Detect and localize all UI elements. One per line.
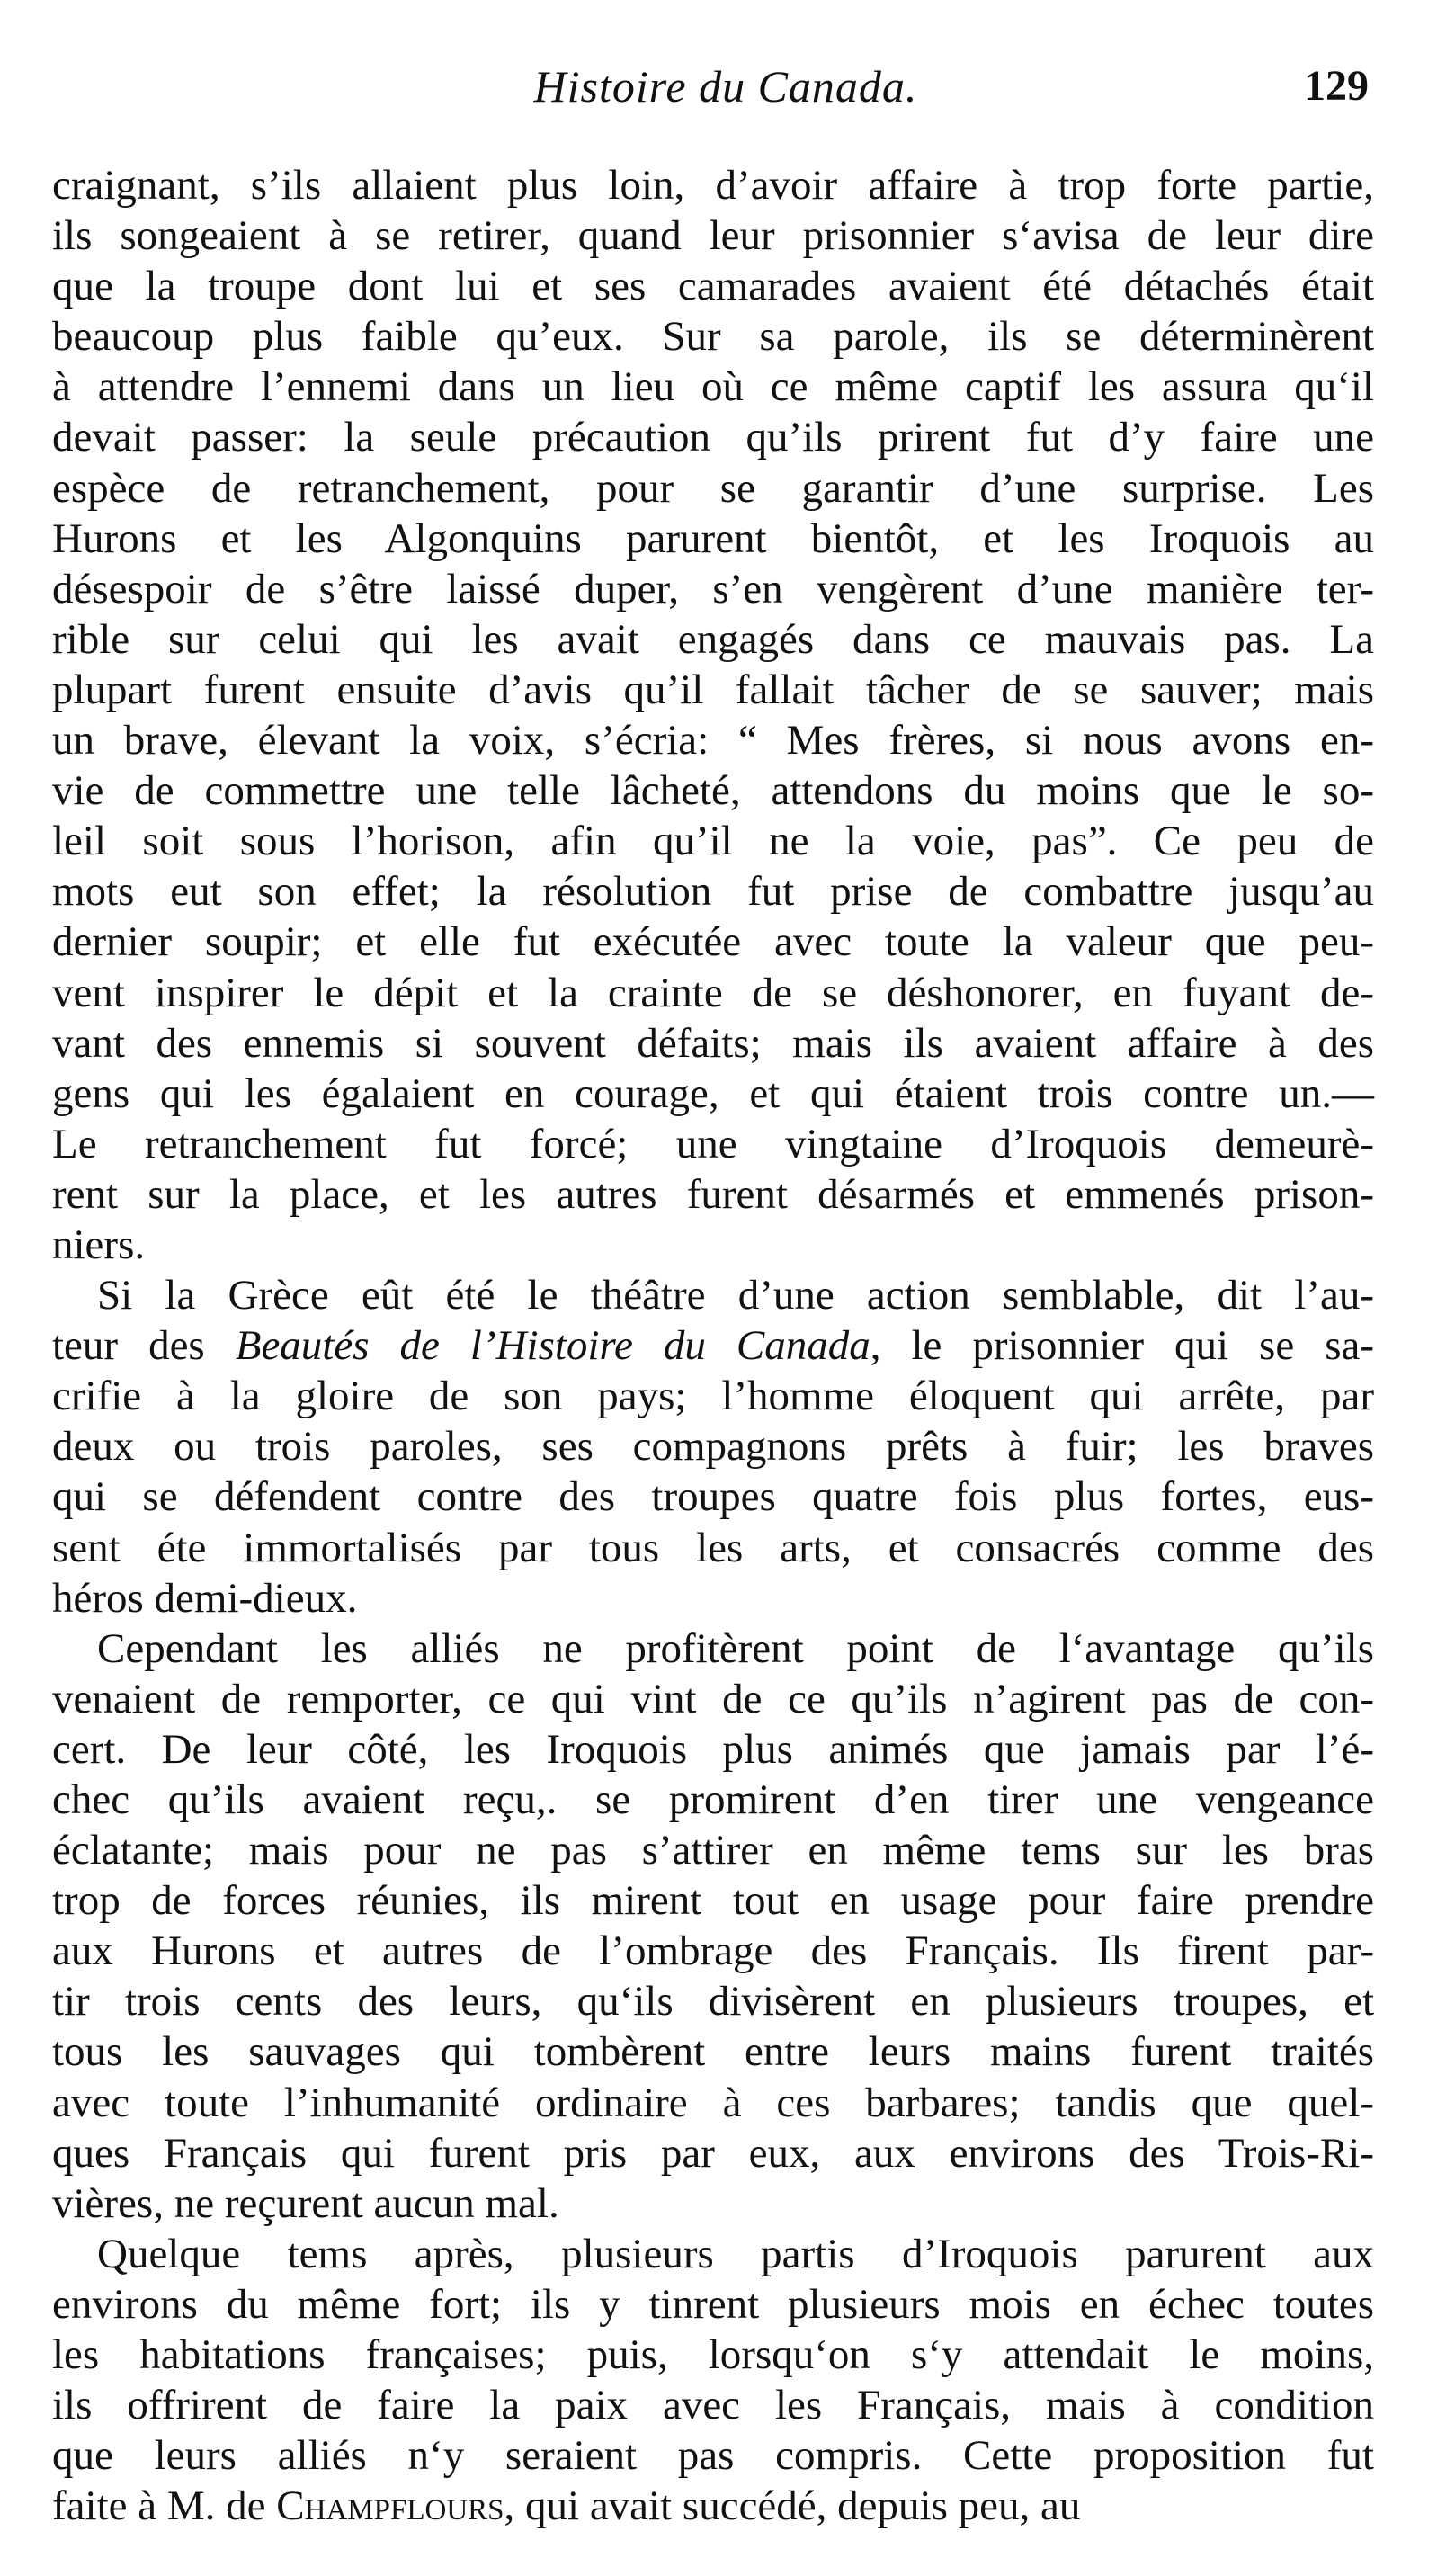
page-number: 129 — [1304, 62, 1369, 110]
text-line: à attendre l’ennemi dans un lieu où ce même captif les assura qu‘il — [52, 363, 1374, 411]
text-line: ils songeaient à se retirer, quand leur prisonnier s‘avisa de leur dire — [52, 212, 1374, 260]
text-line: vent inspirer le dépit et la crainte de se déshonorer, en fuyant de- — [52, 969, 1374, 1016]
text-line: trop de forces réunies, ils mirent tout en usage pour faire prendre — [52, 1877, 1374, 1925]
running-title: Histoire du Canada. — [533, 61, 918, 112]
text-line: Quelque tems après, plusieurs partis d’Iroquois parurent aux — [97, 2230, 1374, 2277]
paragraph — [52, 160, 1374, 1270]
text-line: Le retranchement fut forcé; une vingtaine d’Iroquois demeurè- — [52, 1120, 1374, 1167]
text-line: cert. De leur côté, les Iroquois plus animés que jamais par l’é- — [52, 1725, 1374, 1773]
text-line: vières, ne reçurent aucun mal. — [52, 2179, 559, 2227]
text-line: chec qu’ils avaient reçu,. se promirent d’en tirer une vengeance — [52, 1776, 1374, 1823]
text-line: espèce de retranchement, pour se garantir d’une surprise. Les — [52, 464, 1374, 512]
text-line: craignant, s’ils allaient plus loin, d’avoir affaire à trop forte partie, — [52, 162, 1374, 209]
text-line: mots eut son effet; la résolution fut prise de combattre jusqu’au — [52, 868, 1374, 916]
text-line: Si la Grèce eût été le théâtre d’une action semblable, dit l’au- — [97, 1272, 1374, 1319]
text-line: que leurs alliés n‘y seraient pas compris. Cette proposition fut — [52, 2432, 1374, 2480]
text-line: vie de commettre une telle lâcheté, attendons du moins que le so- — [52, 767, 1374, 815]
text-line: Hurons et les Algonquins parurent bientôt, et les Iroquois au — [52, 514, 1374, 562]
text-line: tir trois cents des leurs, qu‘ils divisèrent en plusieurs troupes, et — [52, 1978, 1374, 2026]
text-line: beaucoup plus faible qu’eux. Sur sa parole, ils se déterminèrent — [52, 313, 1374, 361]
text-line: les habitations françaises; puis, lorsqu‘on s‘y attendait le moins, — [52, 2331, 1374, 2379]
text-line: venaient de remporter, ce qui vint de ce qu’ils n’agirent pas de con- — [52, 1675, 1374, 1722]
text-line: aux Hurons et autres de l’ombrage des Français. Ils firent par- — [52, 1928, 1374, 1975]
text-line: rent sur la place, et les autres furent désarmés et emmenés prison- — [52, 1170, 1374, 1218]
text-line: vant des ennemis si souvent défaits; mais ils avaient affaire à des — [52, 1019, 1374, 1067]
small-caps-name: Champflours — [276, 2482, 504, 2530]
running-head — [83, 59, 1369, 122]
text-line: crifie à la gloire de son pays; l’homme éloquent qui arrête, par — [52, 1373, 1374, 1420]
text-line: héros demi-dieux. — [52, 1574, 358, 1622]
text-line: gens qui les égalaient en courage, et qui étaient trois contre un.— — [52, 1069, 1374, 1117]
text-line: devait passer: la seule précaution qu’ils prirent fut d’y faire une — [52, 414, 1374, 461]
text-line: tous les sauvages qui tombèrent entre leurs mains furent traités — [52, 2028, 1374, 2076]
text-line: rible sur celui qui les avait engagés dans ce mauvais pas. La — [52, 615, 1374, 663]
text-line: teur des Beautés de l’Histoire du Canada, le prisonnier qui se sa- — [52, 1322, 1374, 1370]
paragraph — [52, 2229, 1374, 2532]
text-line: dernier soupir; et elle fut exécutée avec toute la valeur que peu- — [52, 918, 1374, 966]
text-line: ques Français qui furent pris par eux, aux environs des Trois-Ri- — [52, 2129, 1374, 2177]
text-line: environs du même fort; ils y tinrent plusieurs mois en échec toutes — [52, 2280, 1374, 2328]
body-text — [52, 160, 1374, 2531]
text-line: qui se défendent contre des troupes quatre fois plus fortes, eus- — [52, 1473, 1374, 1521]
text-line: avec toute l’inhumanité ordinaire à ces barbares; tandis que quel- — [52, 2079, 1374, 2126]
text-line: plupart furent ensuite d’avis qu’il fallait tâcher de se sauver; mais — [52, 666, 1374, 713]
text-line: désespoir de s’être laissé duper, s’en vengèrent d’une manière ter- — [52, 565, 1374, 613]
text-line: sent éte immortalisés par tous les arts, et consacrés comme des — [52, 1524, 1374, 1571]
paragraph — [52, 1270, 1374, 1623]
italic-title: Beautés de l’Histoire du Canada — [235, 1322, 870, 1370]
text-line: Cependant les alliés ne profitèrent point de l‘avantage qu’ils — [97, 1624, 1374, 1672]
text-line: niers. — [52, 1221, 146, 1268]
paragraph — [52, 1623, 1374, 2229]
text-line: ils offrirent de faire la paix avec les Français, mais à condition — [52, 2382, 1374, 2429]
text-line: faite à M. de Champflours, qui avait succédé, depuis peu, au — [52, 2482, 1081, 2530]
text-line: deux ou trois paroles, ses compagnons prêts à fuir; les braves — [52, 1423, 1374, 1471]
text-line: un brave, élevant la voix, s’écria: “ Mes frères, si nous avons en- — [52, 717, 1374, 765]
text-line: éclatante; mais pour ne pas s’attirer en même tems sur les bras — [52, 1827, 1374, 1874]
text-line: que la troupe dont lui et ses camarades avaient été détachés était — [52, 263, 1374, 310]
text-line: leil soit sous l’horison, afin qu’il ne la voie, pas”. Ce peu de — [52, 818, 1374, 865]
